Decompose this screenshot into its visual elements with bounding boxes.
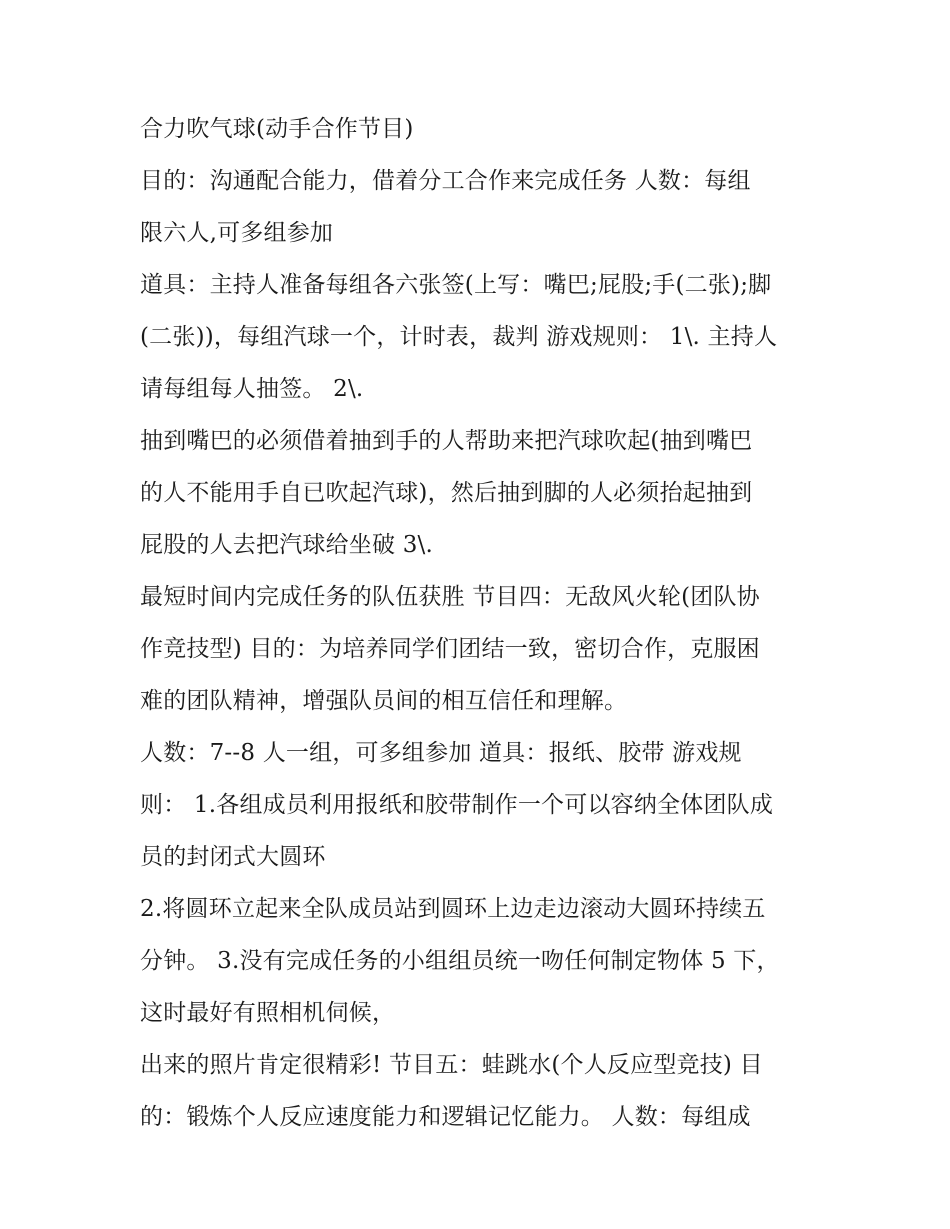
- text-line: 请每组每人抽签。 2\.: [140, 376, 364, 402]
- text-line: 最短时间内完成任务的队伍获胜 节目四：无敌风火轮(团队协: [140, 584, 760, 610]
- text-line: 屁股的人去把汽球给坐破 3\.: [140, 532, 434, 558]
- text-line: 目的：沟通配合能力，借着分工合作来完成任务 人数：每组: [140, 168, 751, 194]
- document-body: [140, 108, 830, 1148]
- text-line: 2.将圆环立起来全队成员站到圆环上边走边滚动大圆环持续五: [140, 896, 766, 922]
- text-line: 这时最好有照相机伺候，: [140, 1000, 396, 1026]
- text-line: 抽到嘴巴的必须借着抽到手的人帮助来把汽球吹起(抽到嘴巴: [140, 428, 753, 454]
- text-line: 人数：7--8 人一组，可多组参加 道具：报纸、胶带 游戏规: [140, 740, 742, 766]
- text-line: 难的团队精神，增强队员间的相互信任和理解。: [140, 688, 628, 714]
- text-line: 合力吹气球(动手合作节目): [140, 116, 414, 142]
- text-line: 限六人,可多组参加: [140, 220, 334, 246]
- text-line: 出来的照片肯定很精彩! 节目五：蛙跳水(个人反应型竞技) 目: [140, 1052, 763, 1078]
- text-line: 则： 1.各组成员利用报纸和胶带制作一个可以容纳全体团队成: [140, 792, 774, 818]
- text-line: 员的封闭式大圆环: [140, 844, 326, 870]
- text-line: 道具：主持人准备每组各六张签(上写：嘴巴;屁股;手(二张);脚: [140, 272, 772, 298]
- text-line: 分钟。 3.没有完成任务的小组组员统一吻任何制定物体 5 下，: [140, 948, 780, 974]
- text-line: 作竞技型) 目的：为培养同学们团结一致，密切合作，克服困: [140, 636, 760, 662]
- text-line: 的：锻炼个人反应速度能力和逻辑记忆能力。 人数：每组成: [140, 1104, 751, 1130]
- text-line: (二张))，每组汽球一个，计时表，裁判 游戏规则： 1\. 主持人: [140, 324, 778, 350]
- text-line: 的人不能用手自已吹起汽球)，然后抽到脚的人必须抬起抽到: [140, 480, 753, 506]
